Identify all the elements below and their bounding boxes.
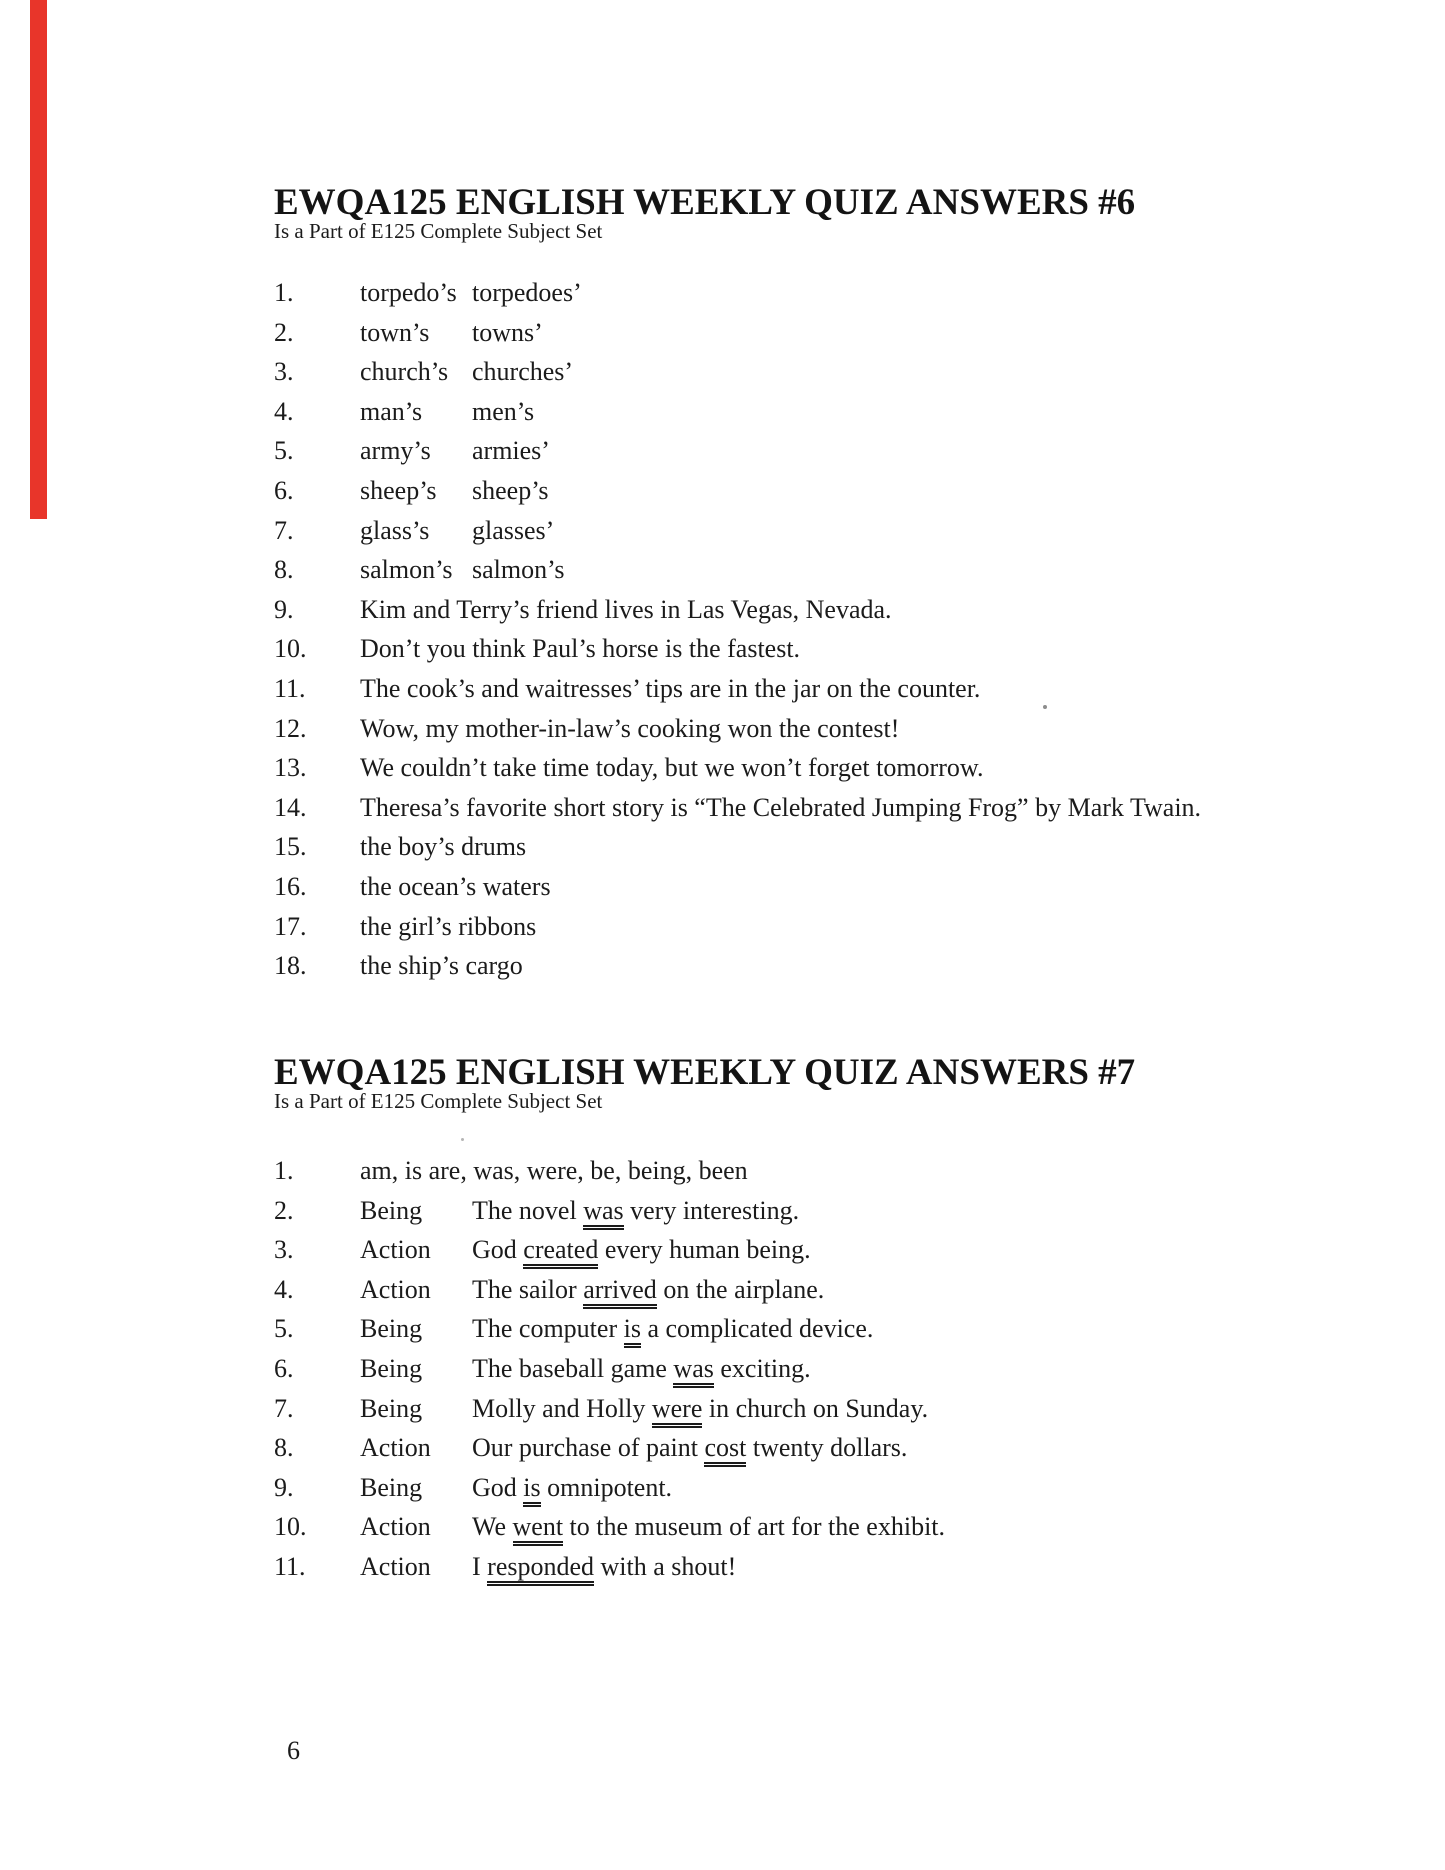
quiz6-item <box>274 629 1415 669</box>
item-number: 2. <box>274 317 294 347</box>
scan-stripe-artifact <box>30 0 47 519</box>
item-number: 5. <box>274 436 294 466</box>
quiz6-item <box>274 273 1415 313</box>
item-number: 16. <box>274 871 307 901</box>
answer-plural-possessive: men’s <box>472 396 535 426</box>
underlined-verb: is <box>523 1473 540 1507</box>
item-number: 3. <box>274 357 294 387</box>
quiz7-title: EWQA125 ENGLISH WEEKLY QUIZ ANSWERS #7 <box>274 1052 1136 1093</box>
quiz6-item <box>274 590 1415 630</box>
answer-singular-possessive: glass’s <box>360 515 430 545</box>
sentence-before: God <box>472 1472 524 1502</box>
underlined-verb: was <box>673 1354 713 1388</box>
answer-singular-possessive: church’s <box>360 357 449 387</box>
sentence-before: The computer <box>472 1314 624 1344</box>
sentence-after: every human being. <box>598 1235 811 1265</box>
page-number: 6 <box>287 1736 300 1765</box>
item-number: 15. <box>274 832 307 862</box>
quiz6-item <box>274 550 1415 590</box>
quiz7-item <box>274 1547 1415 1587</box>
answer-sentence <box>472 1468 672 1508</box>
item-number: 6. <box>274 475 294 505</box>
answer-plural-possessive: glasses’ <box>472 515 555 545</box>
item-number: 9. <box>274 594 294 624</box>
answer-singular-possessive: salmon’s <box>360 555 453 585</box>
quiz7-item <box>274 1428 1415 1468</box>
item-number: 5. <box>274 1314 294 1344</box>
underlined-verb: were <box>652 1394 703 1428</box>
answer-text: Wow, my mother-in-law’s cooking won the contest! <box>360 713 900 743</box>
quiz6-title: EWQA125 ENGLISH WEEKLY QUIZ ANSWERS #6 <box>274 182 1136 223</box>
verb-type-label: Being <box>360 1472 423 1502</box>
answer-sentence <box>472 1309 873 1349</box>
sentence-after: omnipotent. <box>540 1472 673 1502</box>
quiz6-item <box>274 431 1415 471</box>
quiz7-subtitle: Is a Part of E125 Complete Subject Set <box>274 1089 603 1113</box>
quiz6-subtitle: Is a Part of E125 Complete Subject Set <box>274 219 603 243</box>
answer-sentence <box>472 1547 736 1587</box>
quiz7-item <box>274 1191 1415 1231</box>
sentence-after: on the airplane. <box>656 1274 825 1304</box>
item-number: 14. <box>274 792 307 822</box>
answer-singular-possessive: man’s <box>360 396 423 426</box>
sentence-before: God <box>472 1235 524 1265</box>
answer-text: Theresa’s favorite short story is “The Celebrated Jumping Frog” by Mark Twain. <box>360 792 1202 822</box>
verb-type-label: Action <box>360 1274 431 1304</box>
answer-plural-possessive: sheep’s <box>472 475 549 505</box>
item-number: 18. <box>274 951 307 981</box>
quiz6-item <box>274 907 1415 947</box>
answer-singular-possessive: town’s <box>360 317 430 347</box>
underlined-verb: went <box>513 1512 564 1546</box>
quiz6-item <box>274 352 1415 392</box>
quiz6-item <box>274 313 1415 353</box>
answer-plural-possessive: towns’ <box>472 317 543 347</box>
quiz6-item <box>274 511 1415 551</box>
sentence-before: Molly and Holly <box>472 1393 652 1423</box>
quiz6-answer-list <box>274 273 1415 986</box>
scan-speck-artifact <box>461 1138 464 1141</box>
answer-text: Don’t you think Paul’s horse is the fastest. <box>360 634 801 664</box>
answer-text: We couldn’t take time today, but we won’t forget tomorrow. <box>360 753 984 783</box>
underlined-verb: created <box>523 1235 598 1269</box>
quiz6-item <box>274 392 1415 432</box>
answer-text: Kim and Terry’s friend lives in Las Vegas, Nevada. <box>360 594 892 624</box>
sentence-before: I <box>472 1551 488 1581</box>
item-number: 7. <box>274 1393 294 1423</box>
item-number: 10. <box>274 1512 307 1542</box>
quiz7-item <box>274 1507 1415 1547</box>
item-number: 4. <box>274 396 294 426</box>
verb-type-label: Being <box>360 1393 423 1423</box>
answer-text: am, is are, was, were, be, being, been <box>360 1156 748 1185</box>
answer-sentence <box>472 1230 811 1270</box>
item-number: 7. <box>274 515 294 545</box>
quiz7-item <box>274 1230 1415 1270</box>
sentence-after: exciting. <box>713 1353 811 1383</box>
verb-type-label: Being <box>360 1353 423 1383</box>
verb-type-label: Being <box>360 1195 423 1225</box>
item-number: 8. <box>274 1433 294 1463</box>
quiz7-item <box>274 1468 1415 1508</box>
quiz6-item <box>274 788 1415 828</box>
quiz7-item <box>274 1270 1415 1310</box>
quiz6-item <box>274 946 1415 986</box>
answer-sentence <box>472 1349 811 1389</box>
quiz7-item <box>274 1389 1415 1429</box>
item-number: 13. <box>274 753 307 783</box>
item-number: 2. <box>274 1195 294 1225</box>
sentence-after: with a shout! <box>594 1551 737 1581</box>
answer-text: the ship’s cargo <box>360 951 523 981</box>
answer-text: the ocean’s waters <box>360 871 551 901</box>
quiz7-item <box>274 1349 1415 1389</box>
answer-plural-possessive: churches’ <box>472 357 574 387</box>
item-number: 6. <box>274 1353 294 1383</box>
item-number: 1. <box>274 278 294 307</box>
answer-singular-possessive: army’s <box>360 436 431 466</box>
sentence-after: twenty dollars. <box>746 1433 908 1463</box>
quiz7-answer-list <box>274 1151 1415 1587</box>
quiz6-item <box>274 827 1415 867</box>
verb-type-label: Being <box>360 1314 423 1344</box>
answer-sentence <box>472 1270 824 1310</box>
sentence-before: We <box>472 1512 513 1542</box>
answer-plural-possessive: salmon’s <box>472 555 565 585</box>
quiz6-item <box>274 748 1415 788</box>
sentence-after: to the museum of art for the exhibit. <box>563 1512 946 1542</box>
verb-type-label: Action <box>360 1512 431 1542</box>
item-number: 12. <box>274 713 307 743</box>
quiz7-item <box>274 1151 1415 1191</box>
verb-type-label: Action <box>360 1235 431 1265</box>
answer-singular-possessive: torpedo’s <box>360 278 457 307</box>
answer-text: the girl’s ribbons <box>360 911 537 941</box>
quiz6-item <box>274 669 1415 709</box>
scan-speck-artifact <box>1043 705 1047 709</box>
underlined-verb: arrived <box>583 1275 657 1309</box>
answer-sentence <box>472 1389 928 1429</box>
item-number: 3. <box>274 1235 294 1265</box>
verb-type-label: Action <box>360 1551 431 1581</box>
verb-type-label: Action <box>360 1433 431 1463</box>
sentence-before: The sailor <box>472 1274 584 1304</box>
answer-sentence <box>472 1428 907 1468</box>
underlined-verb: was <box>583 1196 623 1230</box>
item-number: 4. <box>274 1274 294 1304</box>
answer-singular-possessive: sheep’s <box>360 475 437 505</box>
sentence-before: The baseball game <box>472 1353 674 1383</box>
quiz6-item <box>274 867 1415 907</box>
sentence-before: Our purchase of paint <box>472 1433 705 1463</box>
answer-sentence <box>472 1191 799 1231</box>
answer-plural-possessive: torpedoes’ <box>472 278 582 307</box>
sentence-before: The novel <box>472 1195 584 1225</box>
item-number: 8. <box>274 555 294 585</box>
quiz6-item <box>274 709 1415 749</box>
item-number: 10. <box>274 634 307 664</box>
sentence-after: a complicated device. <box>640 1314 874 1344</box>
sentence-after: in church on Sunday. <box>702 1393 929 1423</box>
underlined-verb: is <box>624 1314 641 1348</box>
item-number: 1. <box>274 1156 294 1185</box>
answer-plural-possessive: armies’ <box>472 436 550 466</box>
quiz6-item <box>274 471 1415 511</box>
item-number: 11. <box>274 1551 306 1581</box>
item-number: 11. <box>274 673 306 703</box>
underlined-verb: cost <box>704 1433 746 1467</box>
answer-text: The cook’s and waitresses’ tips are in the jar on the counter. <box>360 673 981 703</box>
answer-sentence <box>472 1507 945 1547</box>
item-number: 17. <box>274 911 307 941</box>
quiz7-item <box>274 1309 1415 1349</box>
answer-text: the boy’s drums <box>360 832 527 862</box>
sentence-after: very interesting. <box>623 1195 800 1225</box>
item-number: 9. <box>274 1472 294 1502</box>
underlined-verb: responded <box>487 1552 594 1586</box>
